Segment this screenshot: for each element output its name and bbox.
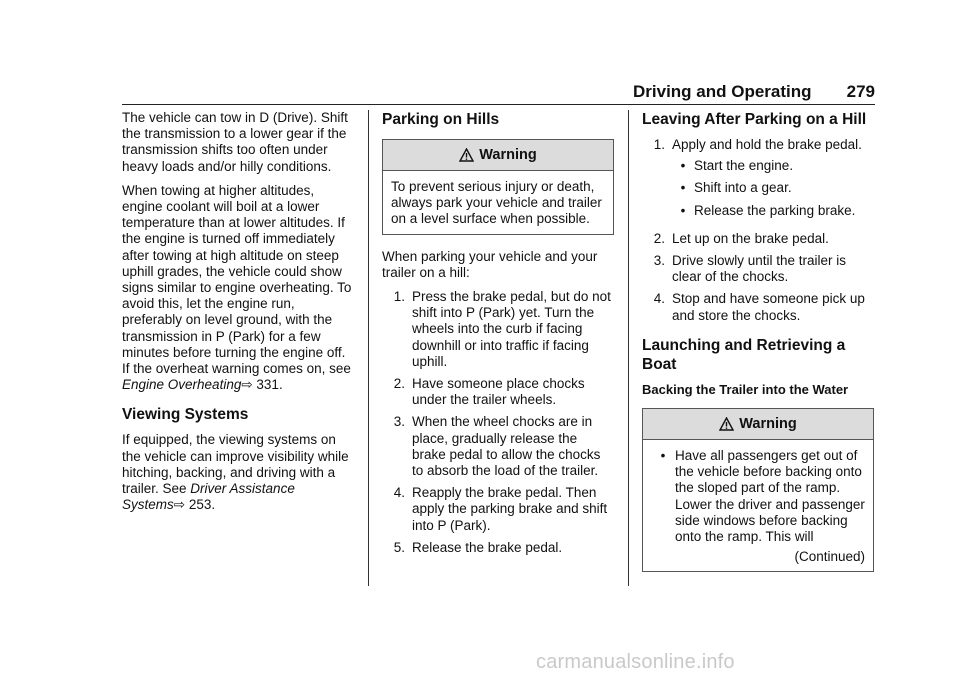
driver-assistance-link[interactable]: Driver Assistance Systems: [122, 481, 295, 513]
column-3: [642, 110, 874, 586]
warning-header: [383, 140, 613, 171]
list-item: 3. When the wheel chocks are in place, gradually release the brake pedal to allow the chocks to absorb the load of the trailer.: [393, 414, 601, 479]
parking-intro: When parking your vehicle and your trailer on a hill:: [382, 248, 598, 280]
watermark: carmanualsonline.info: [536, 651, 735, 673]
parking-steps: [382, 289, 614, 556]
step-1-bullets: [672, 158, 862, 219]
warning-bullets: [651, 448, 865, 545]
page-header: [633, 82, 875, 102]
warning-triangle-icon: [719, 417, 734, 431]
list-item: 4. Reapply the brake pedal. Then apply the parking brake and shift into P (Park).: [393, 485, 608, 533]
engine-overheating-link[interactable]: Engine Overheating: [122, 377, 242, 393]
list-item: 1. Press the brake pedal, but do not shift into P (Park) yet. Turn the wheels into the curb if facing downhill or into traffic if facing uphill.: [393, 289, 611, 369]
page-reference: ⇨ 331: [241, 377, 279, 393]
warning-box: [382, 139, 614, 235]
warning-title: Warning: [479, 146, 537, 163]
backing-trailer-subheading: Backing the Trailer into the Water: [642, 381, 849, 397]
viewing-systems-heading: Viewing Systems: [122, 406, 249, 424]
leaving-steps: [642, 137, 874, 324]
parking-on-hills-heading: Parking on Hills: [382, 111, 500, 128]
warning-box: [642, 408, 874, 572]
list-item: • Start the engine.: [680, 158, 794, 174]
column-2: [382, 110, 614, 562]
column-divider: [368, 110, 369, 586]
list-item: 3. Drive slowly until the trailer is clear of the chocks.: [653, 253, 847, 285]
page-number: 279: [846, 82, 875, 101]
viewing-paragraph: If equipped, the viewing systems on the vehicle can improve visibility while hitching, backing, and driving with a trailer. See Driver Assistance Systems⇨ 253.: [122, 432, 349, 513]
header-divider: [122, 104, 875, 105]
warning-header: [643, 409, 873, 440]
page-reference: ⇨ 253: [173, 497, 212, 513]
list-item: 4. Stop and have someone pick up and store the chocks.: [653, 291, 865, 323]
list-item: 5. Release the brake pedal.: [393, 539, 563, 555]
list-item: • Release the parking brake.: [680, 202, 856, 218]
warning-title: Warning: [739, 415, 797, 432]
list-item: • Shift into a gear.: [680, 180, 792, 196]
launching-boat-heading: Launching and Retrieving a Boat: [642, 336, 846, 373]
leaving-after-parking-heading: Leaving After Parking on a Hill: [642, 111, 867, 128]
list-item: 1. Apply and hold the brake pedal. • Start the engine. • Shift into a gear. • Release the parking brake.: [653, 137, 862, 218]
column-1: [122, 110, 354, 521]
section-title: Driving and Operating: [633, 82, 812, 101]
list-item: 2. Have someone place chocks under the trailer wheels.: [393, 376, 585, 408]
altitude-paragraph: When towing at higher altitudes, engine coolant will boil at a lower temperature than at lower altitudes. If the engine is turned off immediately after towing at high altitude on steep uphill grades, the vehicle could show signs similar to engine overheating. To avoid this, let the engine run, preferably on level ground, with the transmission in P (Park) for a few minutes before turning the engine off. If the overheat warning comes on, see Engine Overheating⇨ 331.: [122, 182, 352, 393]
towing-paragraph: The vehicle can tow in D (Drive). Shift the transmission to a lower gear if the transmission shifts too often under heavy loads and/or hilly conditions.: [122, 110, 348, 174]
column-divider: [628, 110, 629, 586]
list-item: 2. Let up on the brake pedal.: [653, 230, 829, 246]
list-item: • Have all passengers get out of the vehicle before backing onto the sloped part of the ramp. Lower the driver and passenger side windows before backing onto the ramp. This will: [660, 448, 865, 545]
warning-triangle-icon: [459, 148, 474, 162]
warning-text: To prevent serious injury or death, always park your vehicle and trailer on a level surface when possible.: [391, 179, 602, 227]
continued-label: (Continued): [794, 549, 865, 565]
